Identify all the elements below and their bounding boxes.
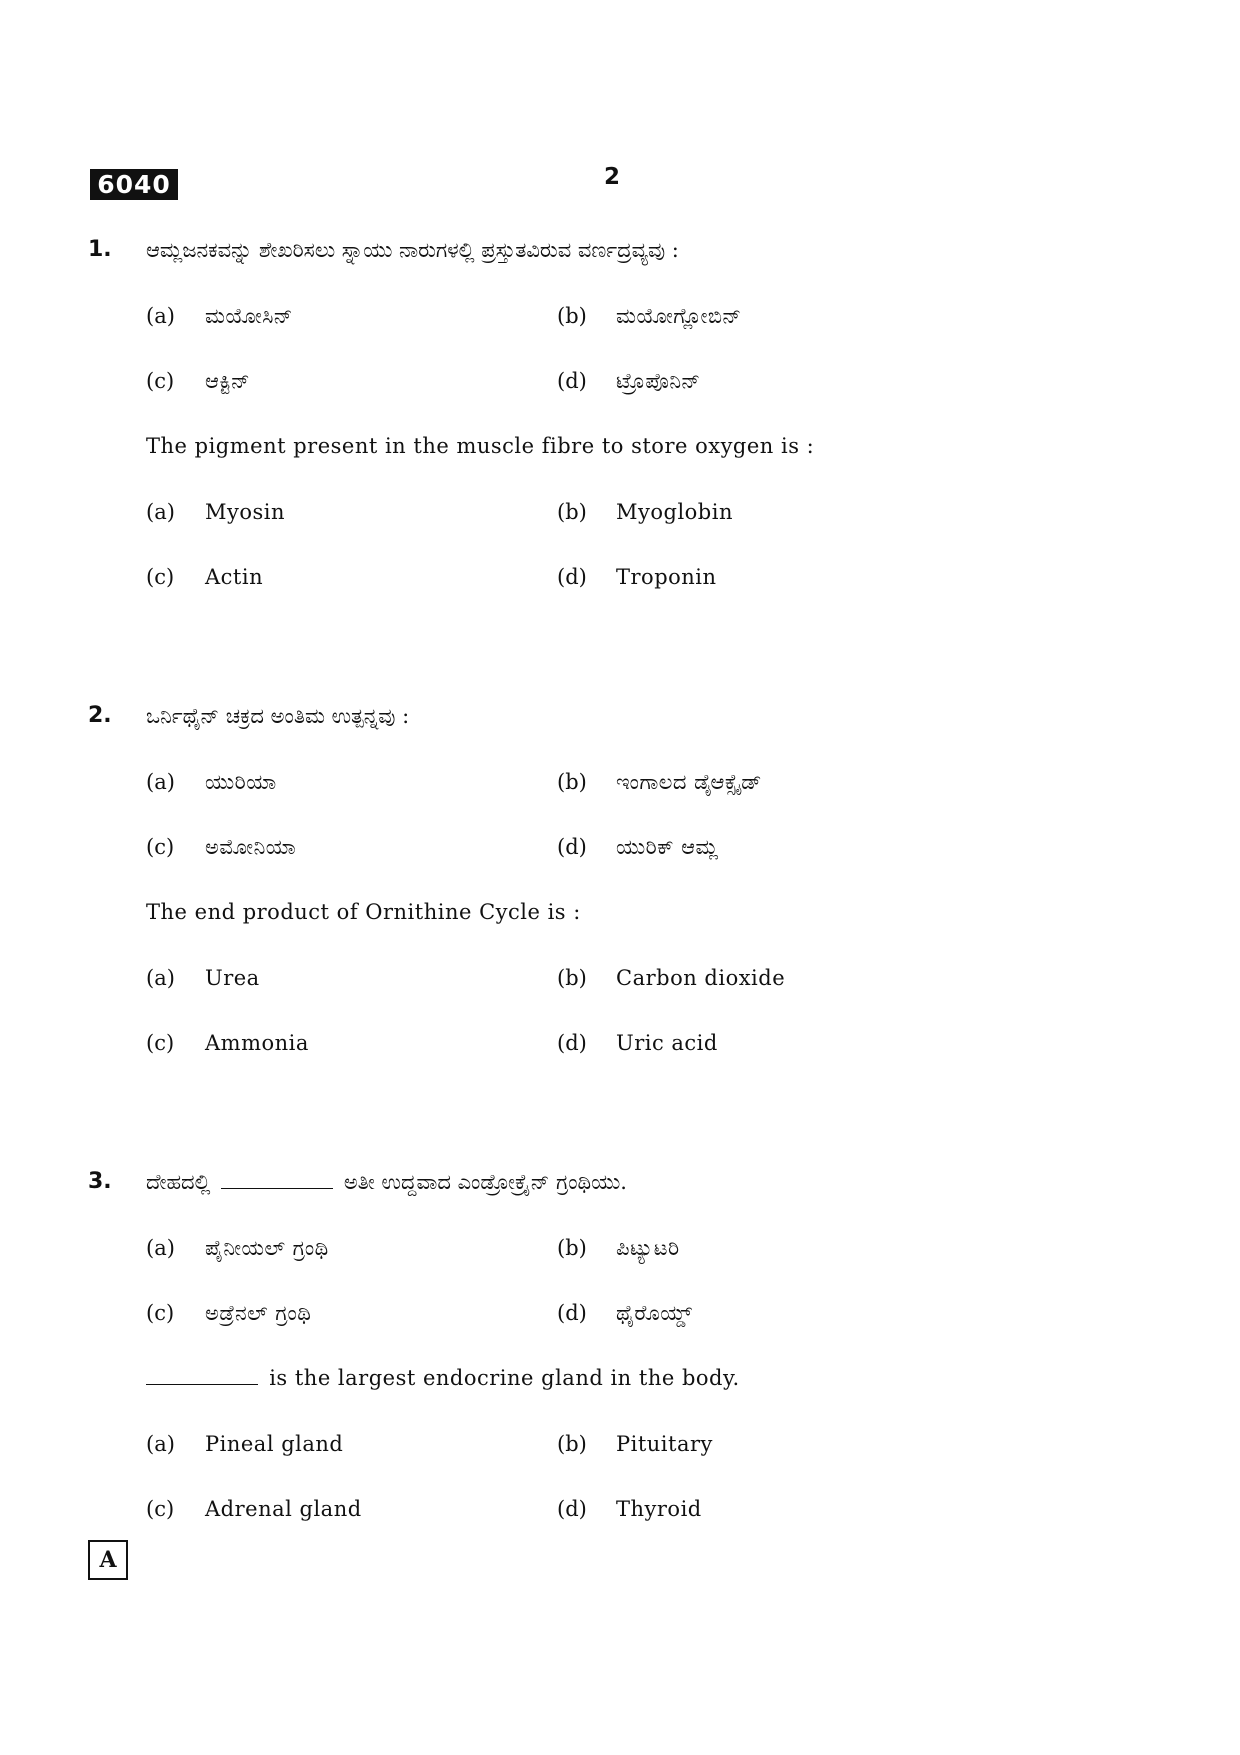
option-label: (c) <box>146 369 175 393</box>
page-number: 2 <box>604 164 621 190</box>
option-label: (a) <box>146 1432 175 1456</box>
option-label: (d) <box>557 1031 587 1055</box>
option-label: (b) <box>557 1236 587 1260</box>
option-text: Myoglobin <box>616 500 733 524</box>
option-label: (d) <box>557 835 587 859</box>
option-text: Adrenal gland <box>205 1497 362 1521</box>
option-text: Carbon dioxide <box>616 966 786 990</box>
stem-text-after-blank: ಅತೀ ಉದ್ದವಾದ ಎಂಡ್ರೋಕ್ರೈನ್ ಗ್ರಂಥಿಯು. <box>343 1170 627 1194</box>
option-text: ಇಂಗಾಲದ ಡೈಆಕ್ಸೈಡ್ <box>616 770 762 794</box>
question-number: 2. <box>88 703 112 728</box>
question-stem-kannada: ಒರ್ನಿಥೈನ್ ಚಕ್ರದ ಅಂತಿಮ ಉತ್ಪನ್ನವು : <box>146 704 410 728</box>
question-stem-english <box>146 1363 740 1393</box>
option-label: (c) <box>146 565 175 589</box>
option-label: (d) <box>557 1301 587 1325</box>
option-label: (c) <box>146 1497 175 1521</box>
option-label: (a) <box>146 966 175 990</box>
option-label: (a) <box>146 770 175 794</box>
option-label: (b) <box>557 770 587 794</box>
option-text: ಮಯೋಸಿನ್ <box>205 304 293 328</box>
option-label: (a) <box>146 500 175 524</box>
option-label: (b) <box>557 966 587 990</box>
option-text: ಅಡ್ರೆನಲ್ ಗ್ರಂಥಿ <box>205 1301 312 1325</box>
option-text: Pineal gland <box>205 1432 344 1456</box>
option-text: ಅಮೋನಿಯಾ <box>205 835 297 859</box>
question-1 <box>0 235 1240 635</box>
fill-in-blank-line <box>146 1383 258 1385</box>
question-stem-kannada: ಆಮ್ಲಜನಕವನ್ನು ಶೇಖರಿಸಲು ಸ್ನಾಯು ನಾರುಗಳಲ್ಲಿ ಪ್ರಸ್ತುತವಿರುವ ವರ್ಣದ್ರವ್ಯವು : <box>146 238 679 262</box>
option-text: Thyroid <box>616 1497 702 1521</box>
option-label: (a) <box>146 304 175 328</box>
question-number: 1. <box>88 237 112 262</box>
option-text: ಪೈನೀಯಲ್ ಗ್ರಂಥಿ <box>205 1236 329 1260</box>
option-text: ಮಯೋಗ್ಲೋಬಿನ್ <box>616 304 742 328</box>
paper-code-badge: 6040 <box>90 169 178 200</box>
stem-text-before-blank: ದೇಹದಲ್ಲಿ <box>146 1170 211 1194</box>
option-text: Actin <box>205 565 264 589</box>
option-text: ಯುರಿಯಾ <box>205 770 277 794</box>
option-text: Urea <box>205 966 260 990</box>
option-label: (d) <box>557 565 587 589</box>
question-3 <box>0 1167 1240 1567</box>
question-stem-english: The pigment present in the muscle fibre to store oxygen is : <box>146 434 815 458</box>
fill-in-blank-line <box>221 1187 333 1189</box>
stem-text-after-blank: is the largest endocrine gland in the body. <box>269 1366 740 1390</box>
option-label: (c) <box>146 1031 175 1055</box>
question-stem-kannada <box>146 1167 627 1197</box>
option-text: ಥೈರೊಯ್ಡ್ <box>616 1301 693 1325</box>
option-label: (d) <box>557 1497 587 1521</box>
option-label: (b) <box>557 304 587 328</box>
option-label: (d) <box>557 369 587 393</box>
option-label: (a) <box>146 1236 175 1260</box>
option-label: (b) <box>557 1432 587 1456</box>
option-label: (c) <box>146 835 175 859</box>
option-text: ಆಕ್ಟಿನ್ <box>205 369 251 393</box>
option-label: (c) <box>146 1301 175 1325</box>
option-text: Uric acid <box>616 1031 718 1055</box>
option-text: Troponin <box>616 565 717 589</box>
option-text: ಯುರಿಕ್ ಆಮ್ಲ <box>616 835 719 859</box>
question-number: 3. <box>88 1169 112 1194</box>
version-box: A <box>88 1540 128 1580</box>
option-text: ಟ್ರೊಪೊನಿನ್ <box>616 369 701 393</box>
option-text: Pituitary <box>616 1432 713 1456</box>
option-text: Myosin <box>205 500 286 524</box>
question-stem-english: The end product of Ornithine Cycle is : <box>146 900 581 924</box>
option-text: ಪಿಟ್ಯುಟರಿ <box>616 1236 680 1260</box>
option-label: (b) <box>557 500 587 524</box>
question-2 <box>0 701 1240 1101</box>
option-text: Ammonia <box>205 1031 309 1055</box>
